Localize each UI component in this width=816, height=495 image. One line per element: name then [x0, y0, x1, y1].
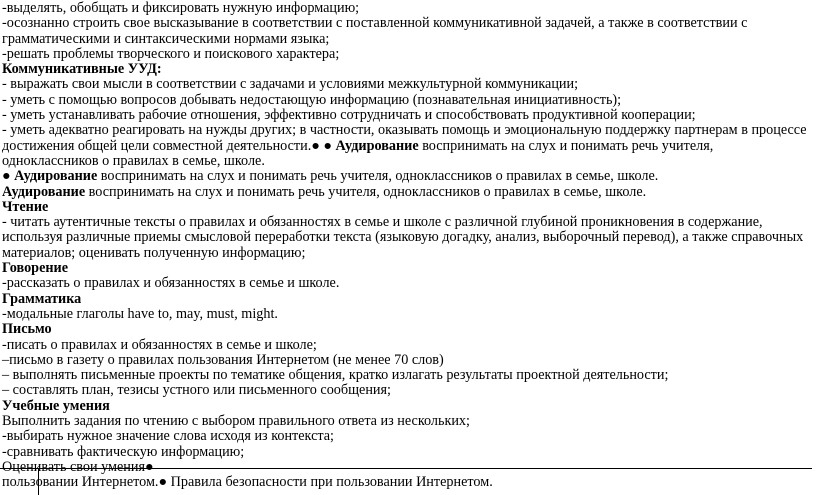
text-line: -модальные глаголы have to, may, must, might. — [2, 305, 278, 322]
text-line-mixed — [2, 169, 810, 184]
text-line: Выполнить задания по чтению с выбором правильного ответа из нескольких; — [2, 413, 470, 430]
text-segment: Оценивать свои умения — [2, 458, 146, 475]
text-segment: воспринимать на слух и понимать речь учителя, одноклассников о правилах в семье, школе. — [88, 183, 647, 200]
text-line: - уметь устанавливать рабочие отношения, эффективно сотрудничать и способствовать продуктивной кооперации; — [2, 107, 696, 124]
text-segment: - уметь адекватно реагировать на нужды других; в частности, оказывать помощь и эмоциональную поддержку партнерам в процессе достижения общей цели совместной деятельности. — [2, 122, 807, 154]
text-line: -рассказать о правилах и обязанностях в семье и школе. — [2, 275, 340, 292]
text-segment: пользовании Интернетом. — [2, 474, 159, 491]
text-line: - читать аутентичные тексты о правилах и обязанностях в семье и школе с различной глубиной проникновения в содержание, используя различные приемы смысловой переработки текста (языковую догадку, анализ, выборочный перевод), а также справочных материалов; оценивать полученную информацию; — [2, 214, 804, 261]
bold-term: Аудирование — [14, 168, 98, 185]
text-line: – выполнять письменные проекты по тематике общения, кратко излагать результаты проектной деятельности; — [2, 367, 669, 384]
text-line-mixed — [2, 123, 810, 169]
text-line: - уметь с помощью вопросов добывать недостающую информацию (познавательная инициативность); — [2, 91, 622, 108]
text-line: -писать о правилах и обязанностях в семье и школе; — [2, 336, 317, 353]
section-heading-reading: Чтение — [2, 198, 49, 215]
section-heading-speaking: Говорение — [2, 260, 69, 277]
text-segment: воспринимать на слух и понимать речь учителя, одноклассников о правилах в семье, школе. — [100, 168, 659, 185]
text-line: – составлять план, тезисы устного или письменного сообщения; — [2, 382, 391, 399]
section-heading-grammar: Грамматика — [2, 290, 82, 307]
text-line: -осознанно строить свое высказывание в соответствии с поставленной коммуникативной задачей, а также в соответствии с грамматическими и синтаксическими нормами языка; — [2, 15, 748, 47]
table-column-divider — [38, 468, 39, 495]
section-heading-communicative: Коммуникативные УУД: — [2, 61, 162, 78]
bold-term: Аудирование — [2, 183, 86, 200]
text-line: - выражать свои мысли в соответствии с задачами и условиями межкультурной коммуникации; — [2, 76, 579, 93]
text-segment: воспринимать на слух и понимать речь учителя, одноклассников о правилах в семье, школе. — [2, 137, 714, 169]
text-line: -выбирать нужное значение слова исходя из контекста; — [2, 428, 335, 445]
section-heading-study-skills: Учебные умения — [2, 397, 110, 414]
section-heading-writing: Письмо — [2, 321, 52, 338]
text-line: –письмо в газету о правилах пользования Интернетом (не менее 70 слов) — [2, 351, 444, 368]
text-line: -сравнивать фактическую информацию; — [2, 443, 245, 460]
bullet-icon: ● ● — [311, 137, 332, 154]
text-line-mixed — [2, 475, 810, 490]
text-line: -решать проблемы творческого и поискового характера; — [2, 45, 340, 62]
bullet-icon: ● — [2, 168, 11, 185]
document-body — [2, 1, 810, 491]
bullet-icon: ● — [158, 474, 168, 491]
table-bottom-border — [0, 468, 812, 469]
bullet-icon: ● — [145, 458, 154, 475]
text-line-mixed — [2, 185, 810, 200]
bold-term: Аудирование — [335, 137, 419, 154]
text-segment: Правила безопасности при пользовании Интернетом. — [167, 474, 493, 491]
text-line: -выделять, обобщать и фиксировать нужную информацию; — [2, 0, 360, 16]
